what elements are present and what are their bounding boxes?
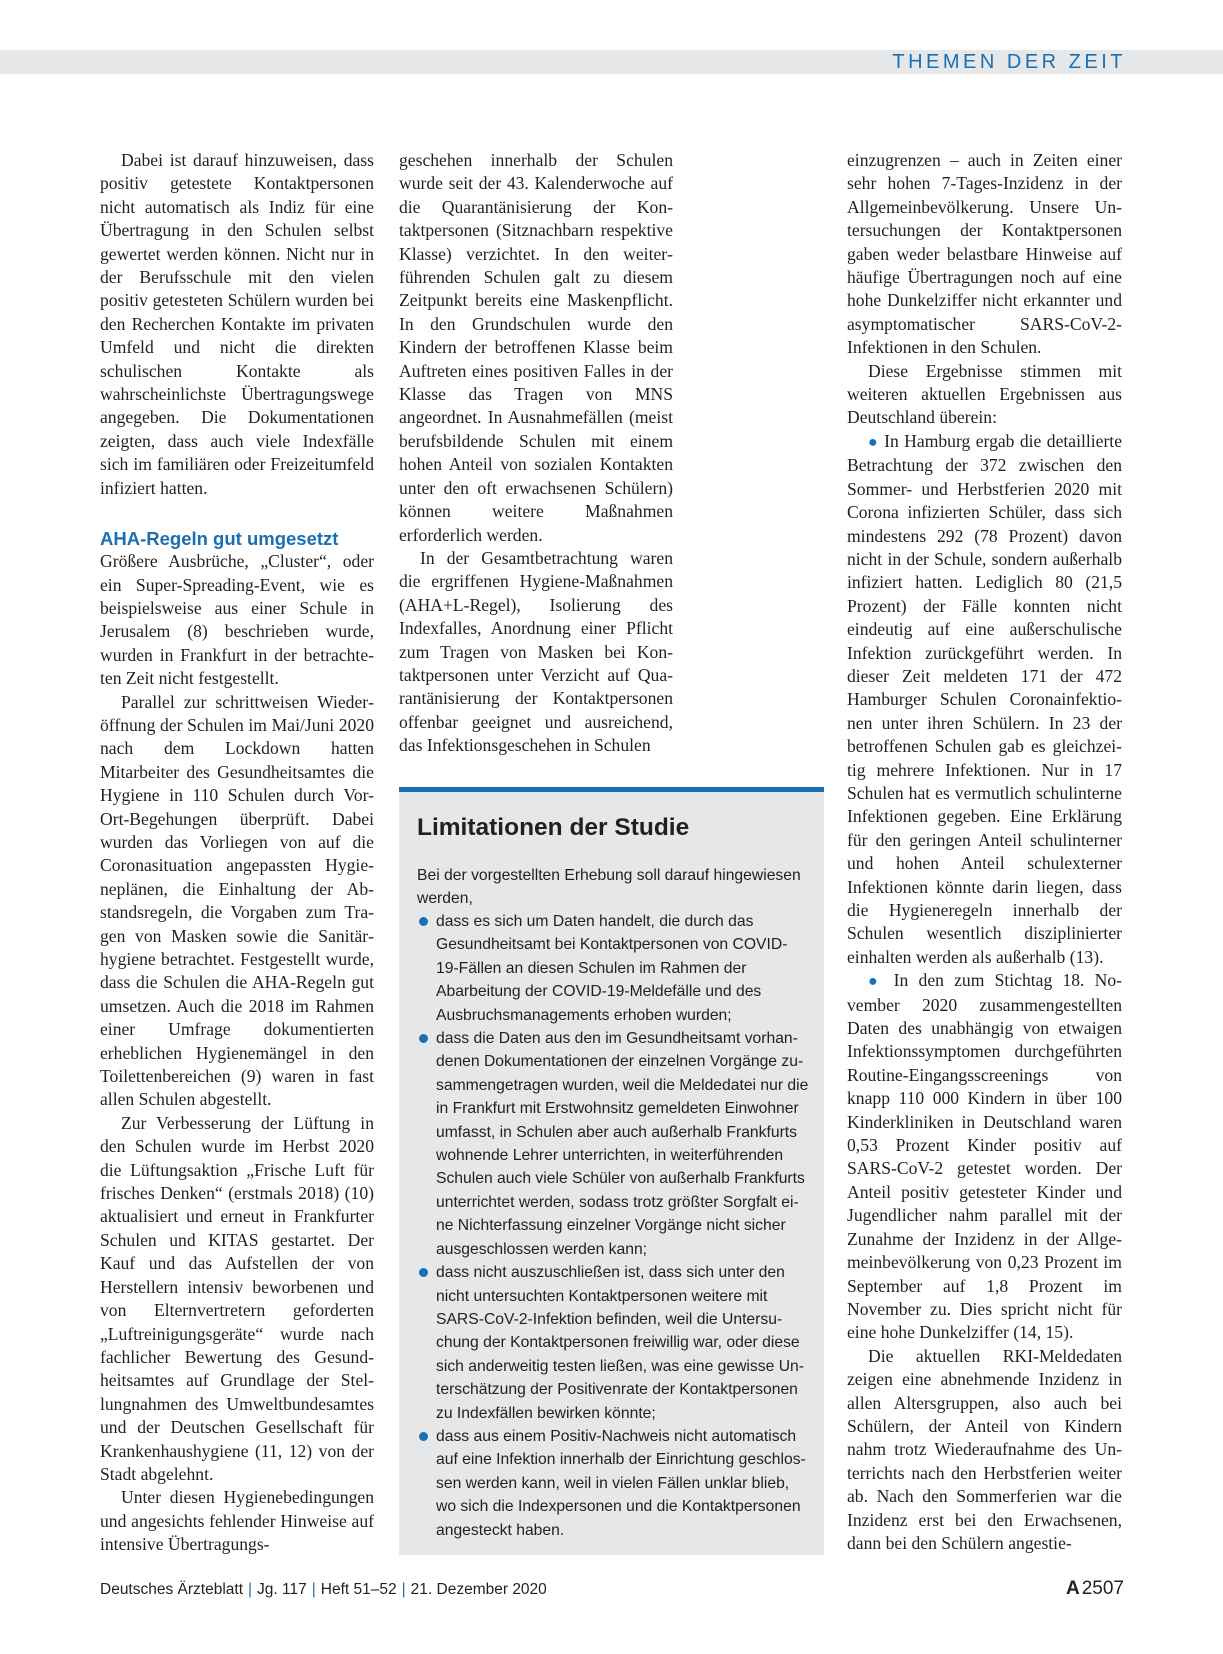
bullet-text: In Hamburg ergab die detaillierte Betrachtung der 372 zwischen den Sommer- und Herbstferien 2020 mit Corona infizierten Schüler, dass sich mindestens 292 (78 Prozent) davon nicht in der Schule, sondern außerhalb infiziert hatten. Lediglich 80 (21,5 Prozent) der Fälle konnten nicht eindeutig auf eine außerschulische Infektion zurückgeführt werden. In dieser Zeit meldeten 171 der 472 Hamburger Schulen Coronainfektionen unter ihren Schülern. In 23 der betroffenen Schulen gab es gleichzeitig mehrere Infektionen. Nur in 17 Schulen hat es vermutlich schulinterne Infektionen gegeben. Eine Erklärung für den geringen Anteil schulinterner und hohen Anteil schulexterner Infektionen könnte darin liegen, dass die Hygieneregeln innerhalb der Schulen wesentlich disziplinierter einhalten werden als außerhalb (13).	[847, 430, 1122, 967]
bullet-icon	[419, 1432, 428, 1441]
page-number	[1066, 1574, 1124, 1604]
bullet-icon: ●	[868, 973, 884, 991]
page-prefix: A	[1065, 1578, 1080, 1599]
paragraph: Zur Verbesserung der Lüftung in den Schulen wurde im Herbst 2020 die Lüftungsaktion „Frische Luft für frisches Denken“ (erstmals 2018) (10) aktualisiert und erneut in Frankfurter Schulen und KITAS gestartet. Der Kauf und das Aufstellen der von Herstellern intensiv beworbenen und von Elternvertretern geforderten „Luftreinigungsgeräte“ wurde nach fachlicher Bewertung des Gesundheitsamtes auf Grundlage der Stellungnahmen des Umweltbundesamtes und der Deutschen Gesellschaft für Krankenhaushygiene (11, 12) von der Stadt abgelehnt.	[100, 1112, 374, 1484]
list-item	[417, 1027, 809, 1261]
paragraph: In der Gesamtbetrachtung waren die ergriffenen Hygiene-Maßnahmen (AHA+L-Regel), Isolierung des Indexfalles, Anordnung einer Pflicht zum Tragen von Masken bei Kontaktpersonen unter Verzicht auf Quarantänisierung der Kontaktpersonen offenbar geeignet und ausreichend, das Infektionsgeschehen in Schulen	[399, 547, 673, 756]
bullet-text: In den zum Stichtag 18. November 2020 zusammengestellten Daten des unabhängig von etwaigen Infektionssymptomen durchgeführten Routine-Eingangsscreenings von knapp 110 000 Kindern in über 100 Kinderkliniken in Deutschland waren 0,53 Prozent Kinder positiv auf SARS-CoV-2 getestet worden. Der Anteil positiv getesteter Kinder und Jugendlicher nahm parallel mit der Zunahme der Inzidenz in der Allgemeinbevölkerung von 0,23 Prozent im September auf 1,8 Prozent im November zu. Dies spricht nicht für eine hohe Dunkelziffer (14, 15).	[847, 970, 1123, 1343]
footer-separator: |	[311, 1581, 316, 1598]
limitations-box	[399, 787, 824, 1555]
list-item-text: dass aus einem Positiv-Nachweis nicht automatisch auf eine Infektion innerhalb der Einrichtung geschlossen werden kann, weil in vielen Fällen unklar blieb, wo sich die Indexpersonen und die Kontaktpersonen angesteckt haben.	[436, 1427, 806, 1539]
paragraph: Die aktuellen RKI-Meldedaten zeigen eine abnehmende Inzidenz in allen Altersgruppen, also auch bei Schülern, der Anteil von Kindern nahm trotz Wiederaufnahme des Unterrichts nach den Herbstferien weiter ab. Nach den Sommerferien war die Inzidenz erst bei den Erwachsenen, dann bei den Schülern angestie-	[847, 1345, 1122, 1553]
section-title: THEMEN DER ZEIT	[892, 51, 1126, 73]
paragraph: Parallel zur schrittweisen Wiederöffnung der Schulen im Mai/Juni 2020 nach dem Lockdown hatten Mitarbeiter des Gesundheitsamtes die Hygiene in 110 Schulen durch Vor-Ort-Begehungen überprüft. Dabei wurden das Vorliegen von auf die Coronasituation angepassten Hygieneplänen, die Einhaltung der Abstandsregeln, die Vorgaben zum Tragen von Masken sowie die Sanitärhygiene betrachtet. Festgestellt wurde, dass die Schulen die AHA-Regeln gut umsetzen. Auch die 2018 im Rahmen einer Umfrage dokumentierten erheblichen Hygienemängel in den Toilettenbereichen (9) waren in fast allen Schulen abgestellt.	[100, 691, 374, 1110]
column-middle	[399, 149, 673, 758]
paragraph: geschehen innerhalb der Schulen wurde seit der 43. Kalenderwoche auf die Quarantänisierung der Kontaktpersonen (Sitznachbarn respektive Klasse) verzichtet. In den weiterführenden Schulen galt zu diesem Zeitpunkt bereits eine Maskenpflicht. In den Grundschulen wurde den Kindern der betroffenen Klasse beim Auftreten eines positiven Falles in der Klasse das Tragen von MNS angeordnet. In Ausnahmefällen (meist berufsbildende Schulen mit einem hohen Anteil von sozialen Kontakten unter den oft erwachsenen Schülern) können weitere Maßnahmen erforderlich werden.	[399, 150, 673, 545]
footer-separator: |	[248, 1581, 253, 1598]
list-item	[417, 1261, 809, 1425]
page-number-value: 2507	[1081, 1578, 1124, 1599]
list-item	[417, 910, 809, 1027]
bullet-icon	[419, 1268, 428, 1277]
box-title: Limitationen der Studie	[417, 814, 690, 841]
list-item-text: dass die Daten aus den im Gesundheitsamt vorhandenen Dokumentationen der einzelnen Vorgänge zusammengetragen wurden, weil die Meldedatei nur die in Frankfurt mit Erstwohnsitz gemeldeten Einwohner umfasst, in Schulen aber auch außerhalb Frankfurts wohnende Lehrer unterrichten, in weiterführenden Schulen auch viele Schüler von außerhalb Frankfurts unterrichtet werden, sodass trotz größter Sorgfalt eine Nichterfassung einzelner Vorgänge nicht sicher ausgeschlossen werden kann;	[436, 1030, 809, 1258]
journal-volume: Jg. 117	[257, 1581, 307, 1598]
paragraph: Diese Ergebnisse stimmen mit weiteren aktuellen Ergebnissen aus Deutschland überein:	[847, 360, 1122, 428]
list-item-text: dass nicht auszuschließen ist, dass sich unter den nicht untersuchten Kontaktpersonen weitere mit SARS-CoV-2-Infektion befinden, weil die Untersuchung der Kontaktpersonen freiwillig war, oder diese sich anderweitig testen ließen, was eine gewisse Unterschätzung der Positivenrate der Kontaktpersonen zu Indexfällen bewirken könnte;	[436, 1264, 804, 1422]
box-intro: Bei der vorgestellten Erhebung soll darauf hingewiesen werden,	[417, 867, 801, 908]
paragraph: Dabei ist darauf hinzuweisen, dass positiv getestete Kontaktpersonen nicht automatisch als Indiz für eine Übertragung in den Schulen selbst gewertet werden können. Nicht nur in der Berufsschule mit den vielen positiv getesteten Schülern wurden bei den Recherchen Kontakte im privaten Umfeld und nicht die direkten schulischen Kontakte als wahrscheinlichste Übertragungswege angegeben. Die Dokumentationen zeigten, dass auch viele Indexfälle sich im familiären oder Freizeitumfeld infiziert hatten.	[100, 150, 374, 498]
section-heading: AHA-Regeln gut umgesetzt	[100, 528, 339, 550]
publication-date: 21. Dezember 2020	[410, 1581, 547, 1598]
bullet-icon	[419, 917, 428, 926]
list-item	[417, 1425, 809, 1542]
journal-issue: Heft 51–52	[320, 1581, 397, 1598]
limitations-list	[417, 910, 809, 1542]
bullet-icon: ●	[868, 433, 879, 451]
column-right	[847, 149, 1122, 1555]
bullet-icon	[419, 1034, 428, 1043]
paragraph: Größere Ausbrüche, „Cluster“, oder ein Super-Spreading-Event, wie es beispielsweise aus einer Schule in Jerusalem (8) beschrieben wurde, wurden in Frankfurt in der betrachteten Zeit nicht festgestellt.	[100, 551, 374, 689]
footer-separator: |	[401, 1581, 406, 1598]
footer	[100, 1577, 547, 1603]
bullet-paragraph	[847, 430, 1122, 969]
bullet-paragraph	[847, 969, 1122, 1345]
list-item-text: dass es sich um Daten handelt, die durch das Gesundheitsamt bei Kontaktpersonen von COVID-19-Fällen an diesen Schulen im Rahmen der Abarbeitung der COVID-19-Meldefälle und des Ausbruchsmanagements erhoben wurden;	[436, 913, 788, 1024]
journal-name: Deutsches Ärzteblatt	[100, 1581, 244, 1598]
paragraph: Unter diesen Hygienebedingungen und angesichts fehlender Hinweise auf intensive Übertragungs-	[100, 1487, 374, 1555]
paragraph: einzugrenzen – auch in Zeiten einer sehr hohen 7-Tages-Inzidenz in der Allgemeinbevölkerung. Unsere Untersuchungen der Kontaktpersonen gaben weder belastbare Hinweise auf häufige Übertragungen noch auf eine hohe Dunkelziffer nicht erkannter und asymptomatischer SARS-CoV-2-Infektionen in den Schulen.	[847, 150, 1122, 358]
column-left	[100, 149, 374, 1557]
